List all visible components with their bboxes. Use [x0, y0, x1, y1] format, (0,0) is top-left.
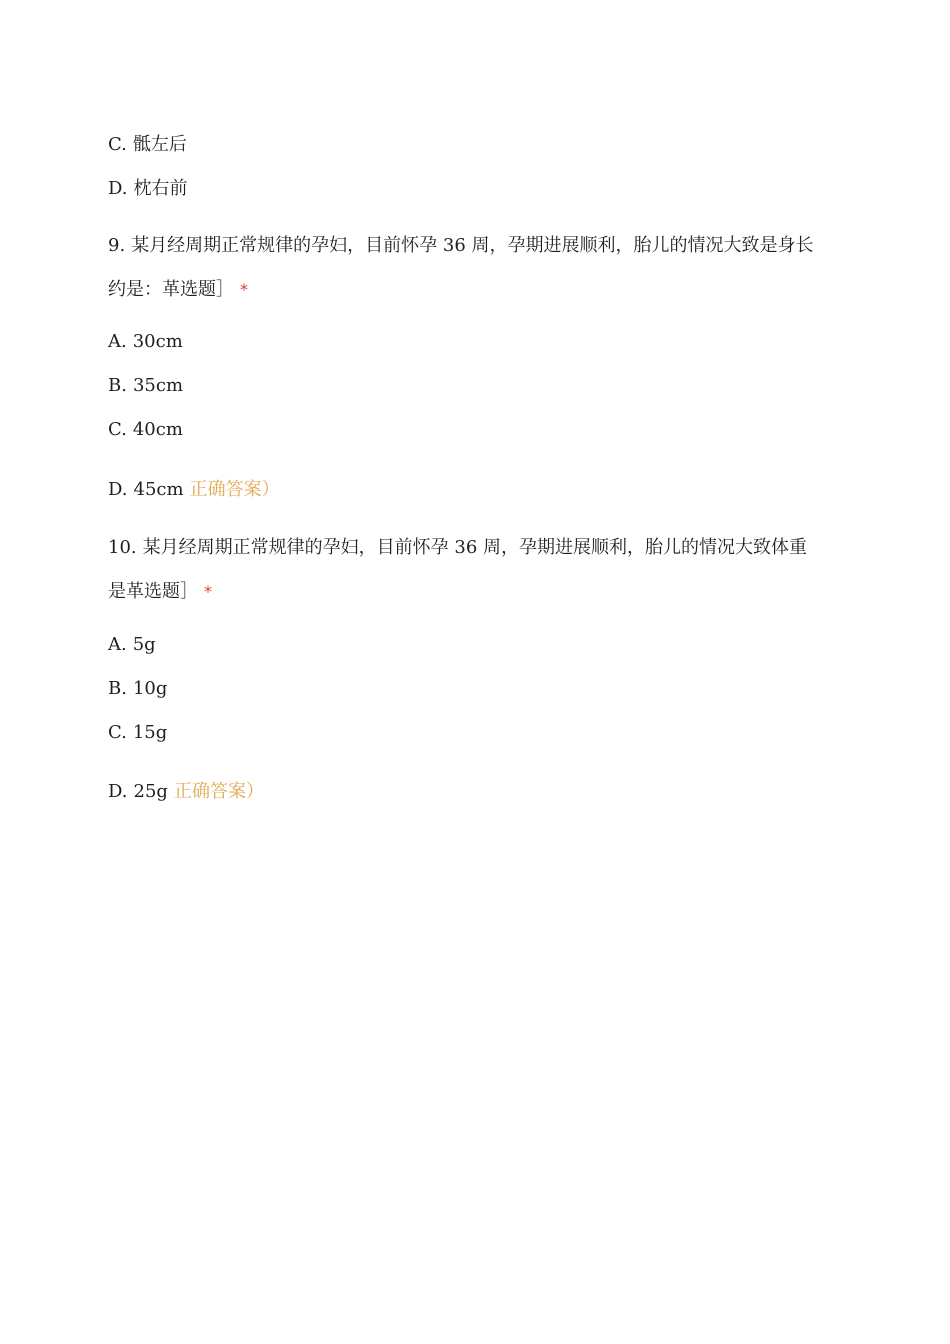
option-c[interactable]	[108, 418, 183, 442]
option-letter: B.	[108, 375, 127, 396]
option-letter: D.	[108, 479, 128, 500]
option-d-previous[interactable]	[108, 177, 188, 201]
option-letter: D.	[108, 781, 128, 802]
question-text: 某月经周期正常规律的孕妇，目前怀孕 36 周，孕期进展顺利，胎儿的情况大致是身长	[131, 235, 814, 256]
option-d[interactable]	[108, 478, 280, 502]
question-text: 某月经周期正常规律的孕妇，目前怀孕 36 周，孕期进展顺利，胎儿的情况大致体重	[142, 537, 807, 558]
option-a[interactable]	[108, 633, 156, 657]
correct-answer-label: 正确答案）	[189, 479, 280, 500]
option-letter: C.	[108, 722, 127, 743]
question-number: 9.	[108, 235, 126, 256]
question-text-continued: 是革选题］	[108, 581, 198, 602]
option-text: 15g	[132, 722, 168, 743]
correct-answer-label: 正确答案）	[173, 781, 264, 802]
option-letter: A.	[108, 634, 127, 655]
question-9-line-2	[108, 278, 848, 302]
question-10-line-2	[108, 580, 848, 604]
option-b[interactable]	[108, 677, 167, 701]
option-text: 30cm	[132, 331, 183, 352]
option-c[interactable]	[108, 721, 167, 745]
option-b[interactable]	[108, 374, 183, 398]
option-letter: A.	[108, 331, 127, 352]
option-d[interactable]	[108, 780, 264, 804]
question-number: 10.	[108, 537, 137, 558]
option-text: 45cm	[133, 479, 184, 500]
question-9-line-1	[108, 234, 848, 258]
required-mark: *	[204, 582, 212, 601]
option-letter: D.	[108, 178, 128, 199]
option-letter: C.	[108, 419, 127, 440]
option-letter: B.	[108, 678, 127, 699]
question-text-continued: 约是：革选题］	[108, 279, 234, 300]
option-text: 枕右前	[133, 178, 188, 199]
option-c-previous[interactable]	[108, 133, 187, 157]
option-text: 35cm	[132, 375, 184, 396]
required-mark: *	[240, 280, 248, 299]
option-text: 骶左后	[132, 134, 187, 155]
option-text: 10g	[132, 678, 168, 699]
option-text: 25g	[133, 781, 168, 802]
option-letter: C.	[108, 134, 127, 155]
option-a[interactable]	[108, 330, 183, 354]
option-text: 40cm	[132, 419, 183, 440]
option-text: 5g	[132, 634, 156, 655]
question-10-line-1	[108, 536, 848, 560]
